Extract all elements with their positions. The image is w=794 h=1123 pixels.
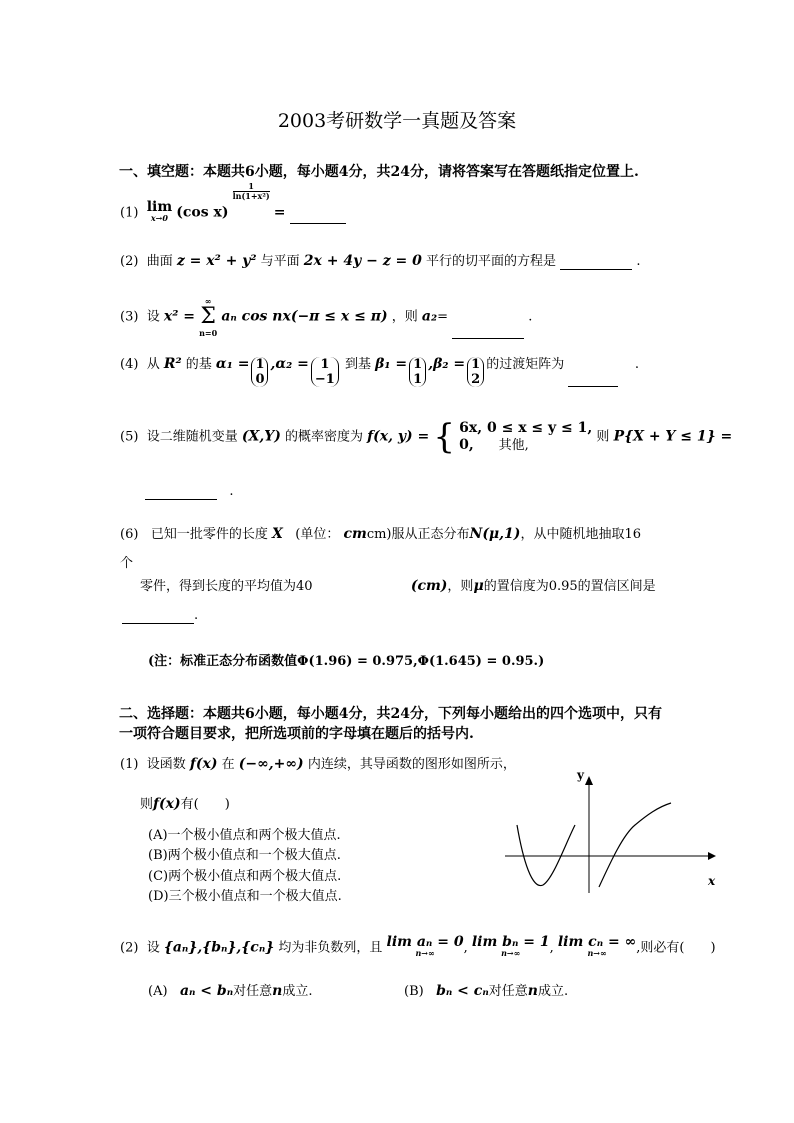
random-variable: (X,Y): [241, 428, 281, 445]
mean-symbol: μ: [473, 578, 484, 594]
question-text: ，从中随机地抽取16: [520, 527, 641, 542]
option-text: 对任意: [233, 984, 273, 999]
limit-base: (cos x): [176, 204, 229, 221]
option-2-a[interactable]: [148, 983, 312, 1000]
question-text: 设: [146, 309, 160, 325]
limit-exponent: $\frac{1}{\text{ln(1+x²)}}$: [232, 181, 270, 201]
column-vector: 1 −1: [311, 357, 339, 387]
option-label: (B): [404, 984, 424, 999]
option-text: 对任意: [488, 984, 528, 999]
derivative-graph: [495, 765, 725, 895]
answer-blank[interactable]: [290, 209, 346, 224]
question-2-1-prompt: [140, 796, 230, 813]
question-1-6-line2: 个: [120, 556, 134, 571]
question-number: (5): [120, 429, 139, 445]
option-b[interactable]: (B)两个极小值点和一个极大值点.: [148, 848, 341, 863]
limit-a: lim aₙ = 0 n→∞: [386, 934, 464, 958]
surface-equation: z = x² + y²: [176, 253, 257, 269]
column-vector: 1 1: [409, 357, 426, 387]
distribution-symbol: N(μ,1): [469, 526, 521, 542]
question-number: (2): [120, 940, 139, 956]
question-text: 设函数: [146, 757, 186, 772]
derivative-curve-right: [599, 803, 671, 887]
question-number: (1): [120, 757, 139, 772]
limit-c: lim cₙ = ∞ n→∞: [557, 934, 637, 958]
vector-label: β₁ =: [375, 356, 408, 372]
x-axis-label: x: [708, 874, 716, 888]
question-text: 零件，得到长度的平均值为40: [140, 579, 313, 594]
question-text: 的基: [185, 357, 212, 372]
inequality: aₙ < bₙ: [179, 983, 234, 999]
function-symbol: f(x): [189, 756, 218, 772]
question-text: 均为非负数列，且: [278, 940, 383, 956]
question-1-5: [120, 417, 733, 457]
question-text: 在: [221, 757, 235, 772]
y-axis-label: y: [577, 768, 584, 782]
period: .: [634, 357, 640, 372]
question-text: 内连续，其导函数的图形如图所示，: [307, 757, 516, 772]
coefficient-symbol: a₂: [421, 308, 438, 325]
question-text: ，则: [391, 309, 418, 325]
question-number: (2): [120, 254, 139, 269]
question-text: 则: [140, 797, 154, 812]
option-d[interactable]: (D)三个极小值点和一个极大值点.: [148, 889, 342, 904]
question-1-6-line3: [140, 578, 656, 595]
period: .: [194, 608, 199, 623]
question-text: 平行的切平面的方程是: [426, 254, 557, 269]
vector-label: ,β₂ =: [428, 356, 466, 372]
equals-sign: =: [437, 309, 448, 325]
option-2-b[interactable]: [404, 983, 568, 1000]
question-number: (4): [120, 357, 139, 372]
plane-equation: 2x + 4y − z = 0: [303, 253, 422, 269]
question-text: ，则: [447, 579, 474, 594]
series-term: aₙ cos nx(−π ≤ x ≤ π): [221, 308, 388, 325]
period: .: [528, 309, 533, 325]
option-text: 成立.: [537, 984, 569, 999]
answer-paren: ,则必有( ): [636, 940, 716, 956]
function-symbol: f(x): [153, 796, 181, 812]
question-text: 的概率密度为: [284, 429, 363, 445]
question-number: (6): [120, 527, 139, 542]
question-1-5-answer-line: [145, 484, 234, 500]
limit-b: lim bₙ = 1 n→∞: [471, 934, 550, 958]
derivative-curve-left: [517, 825, 575, 886]
option-c[interactable]: (C)两个极小值点和两个极大值点.: [148, 869, 342, 884]
answer-blank[interactable]: [145, 485, 217, 500]
vector-label: α₁ =: [215, 356, 250, 372]
section2-heading-line1: 二、选择题：本题共6小题，每小题4分，共24分，下列每小题给出的四个选项中，只有: [119, 706, 662, 722]
option-text: 成立.: [282, 984, 313, 999]
equals-sign: =: [273, 204, 286, 221]
unit-symbol: cm: [343, 526, 367, 542]
math-expression: x² =: [163, 308, 195, 325]
left-brace: {: [433, 417, 456, 457]
section1-heading: 一、填空题：本题共6小题，每小题4分，共24分，请将答案写在答题纸指定位置上.: [119, 164, 639, 180]
question-1-3: [120, 295, 532, 339]
column-vector: 1 2: [467, 357, 484, 387]
question-text: 则: [596, 429, 610, 445]
question-text: 从: [146, 357, 160, 372]
answer-blank[interactable]: [568, 372, 618, 387]
question-1-6: [120, 526, 641, 543]
interval: (−∞,+∞): [238, 756, 304, 772]
space-symbol: R²: [163, 356, 182, 372]
column-vector: 1 0: [251, 357, 268, 387]
density-function: f(x, y) =: [367, 428, 430, 445]
period: .: [636, 254, 641, 269]
answer-blank[interactable]: [122, 609, 194, 624]
question-1-6-answer-line: [122, 608, 198, 624]
random-variable: X: [271, 526, 283, 542]
piecewise-cases: 6x, 0 ≤ x ≤ y ≤ 1, 0, 其他,: [459, 420, 593, 453]
section2-heading-line2: 一项符合题目要求，把所选项前的字母填在题后的括号内.: [119, 726, 474, 742]
answer-blank[interactable]: [560, 255, 632, 270]
limit-expression: lim x→0: [146, 199, 173, 223]
question-text: 设: [146, 940, 160, 956]
option-label: (A): [148, 984, 168, 999]
question-number: (3): [120, 309, 139, 325]
page-title: 2003考研数学一真题及答案: [277, 110, 517, 132]
question-text: 与平面: [260, 254, 300, 269]
vector-label: ,α₂ =: [270, 356, 309, 372]
index-symbol: n: [527, 983, 538, 999]
probability-expression: P{X + Y ≤ 1} =: [613, 428, 733, 445]
summation-symbol: ∞ Σ n=0: [199, 296, 218, 338]
question-1-4: [120, 356, 639, 387]
unit-symbol: (cm): [410, 578, 448, 594]
question-1-1: [120, 181, 346, 224]
question-text: (单位：: [295, 527, 340, 542]
index-symbol: n: [272, 983, 283, 999]
question-1-6-note: (注：标准正态分布函数值Φ(1.96) = 0.975,Φ(1.645) = 0.95.): [148, 654, 545, 669]
y-axis-arrow-icon: [585, 776, 593, 785]
question-1-2: [120, 253, 640, 270]
question-text: 到基: [344, 357, 371, 372]
inequality: bₙ < cₙ: [436, 983, 489, 999]
answer-paren: 有( ): [180, 797, 230, 812]
question-text: 已知一批零件的长度: [150, 527, 268, 542]
question-text: 的过渡矩阵为: [486, 357, 565, 372]
question-text: 曲面: [146, 254, 173, 269]
sequences: {aₙ},{bₙ},{cₙ}: [163, 939, 275, 956]
question-text: 的置信度为0.95的置信区间是: [483, 579, 656, 594]
question-text: 设二维随机变量: [146, 429, 238, 445]
question-text: cm)服从正态分布: [366, 527, 470, 542]
option-a[interactable]: (A)一个极小值点和两个极大值点.: [148, 828, 341, 843]
question-number: (1): [120, 205, 139, 221]
x-axis-arrow-icon: [708, 852, 716, 860]
period: .: [229, 484, 234, 499]
question-2-1: [120, 756, 516, 773]
answer-blank[interactable]: [452, 324, 524, 339]
question-2-2: (2) 设 {aₙ},{bₙ},{cₙ} 均为非负数列，且 lim aₙ = 0 n→∞ , lim bₙ = 1 n→∞ , lim cₙ = ∞ n→∞ ,则必有( ): [120, 934, 716, 958]
